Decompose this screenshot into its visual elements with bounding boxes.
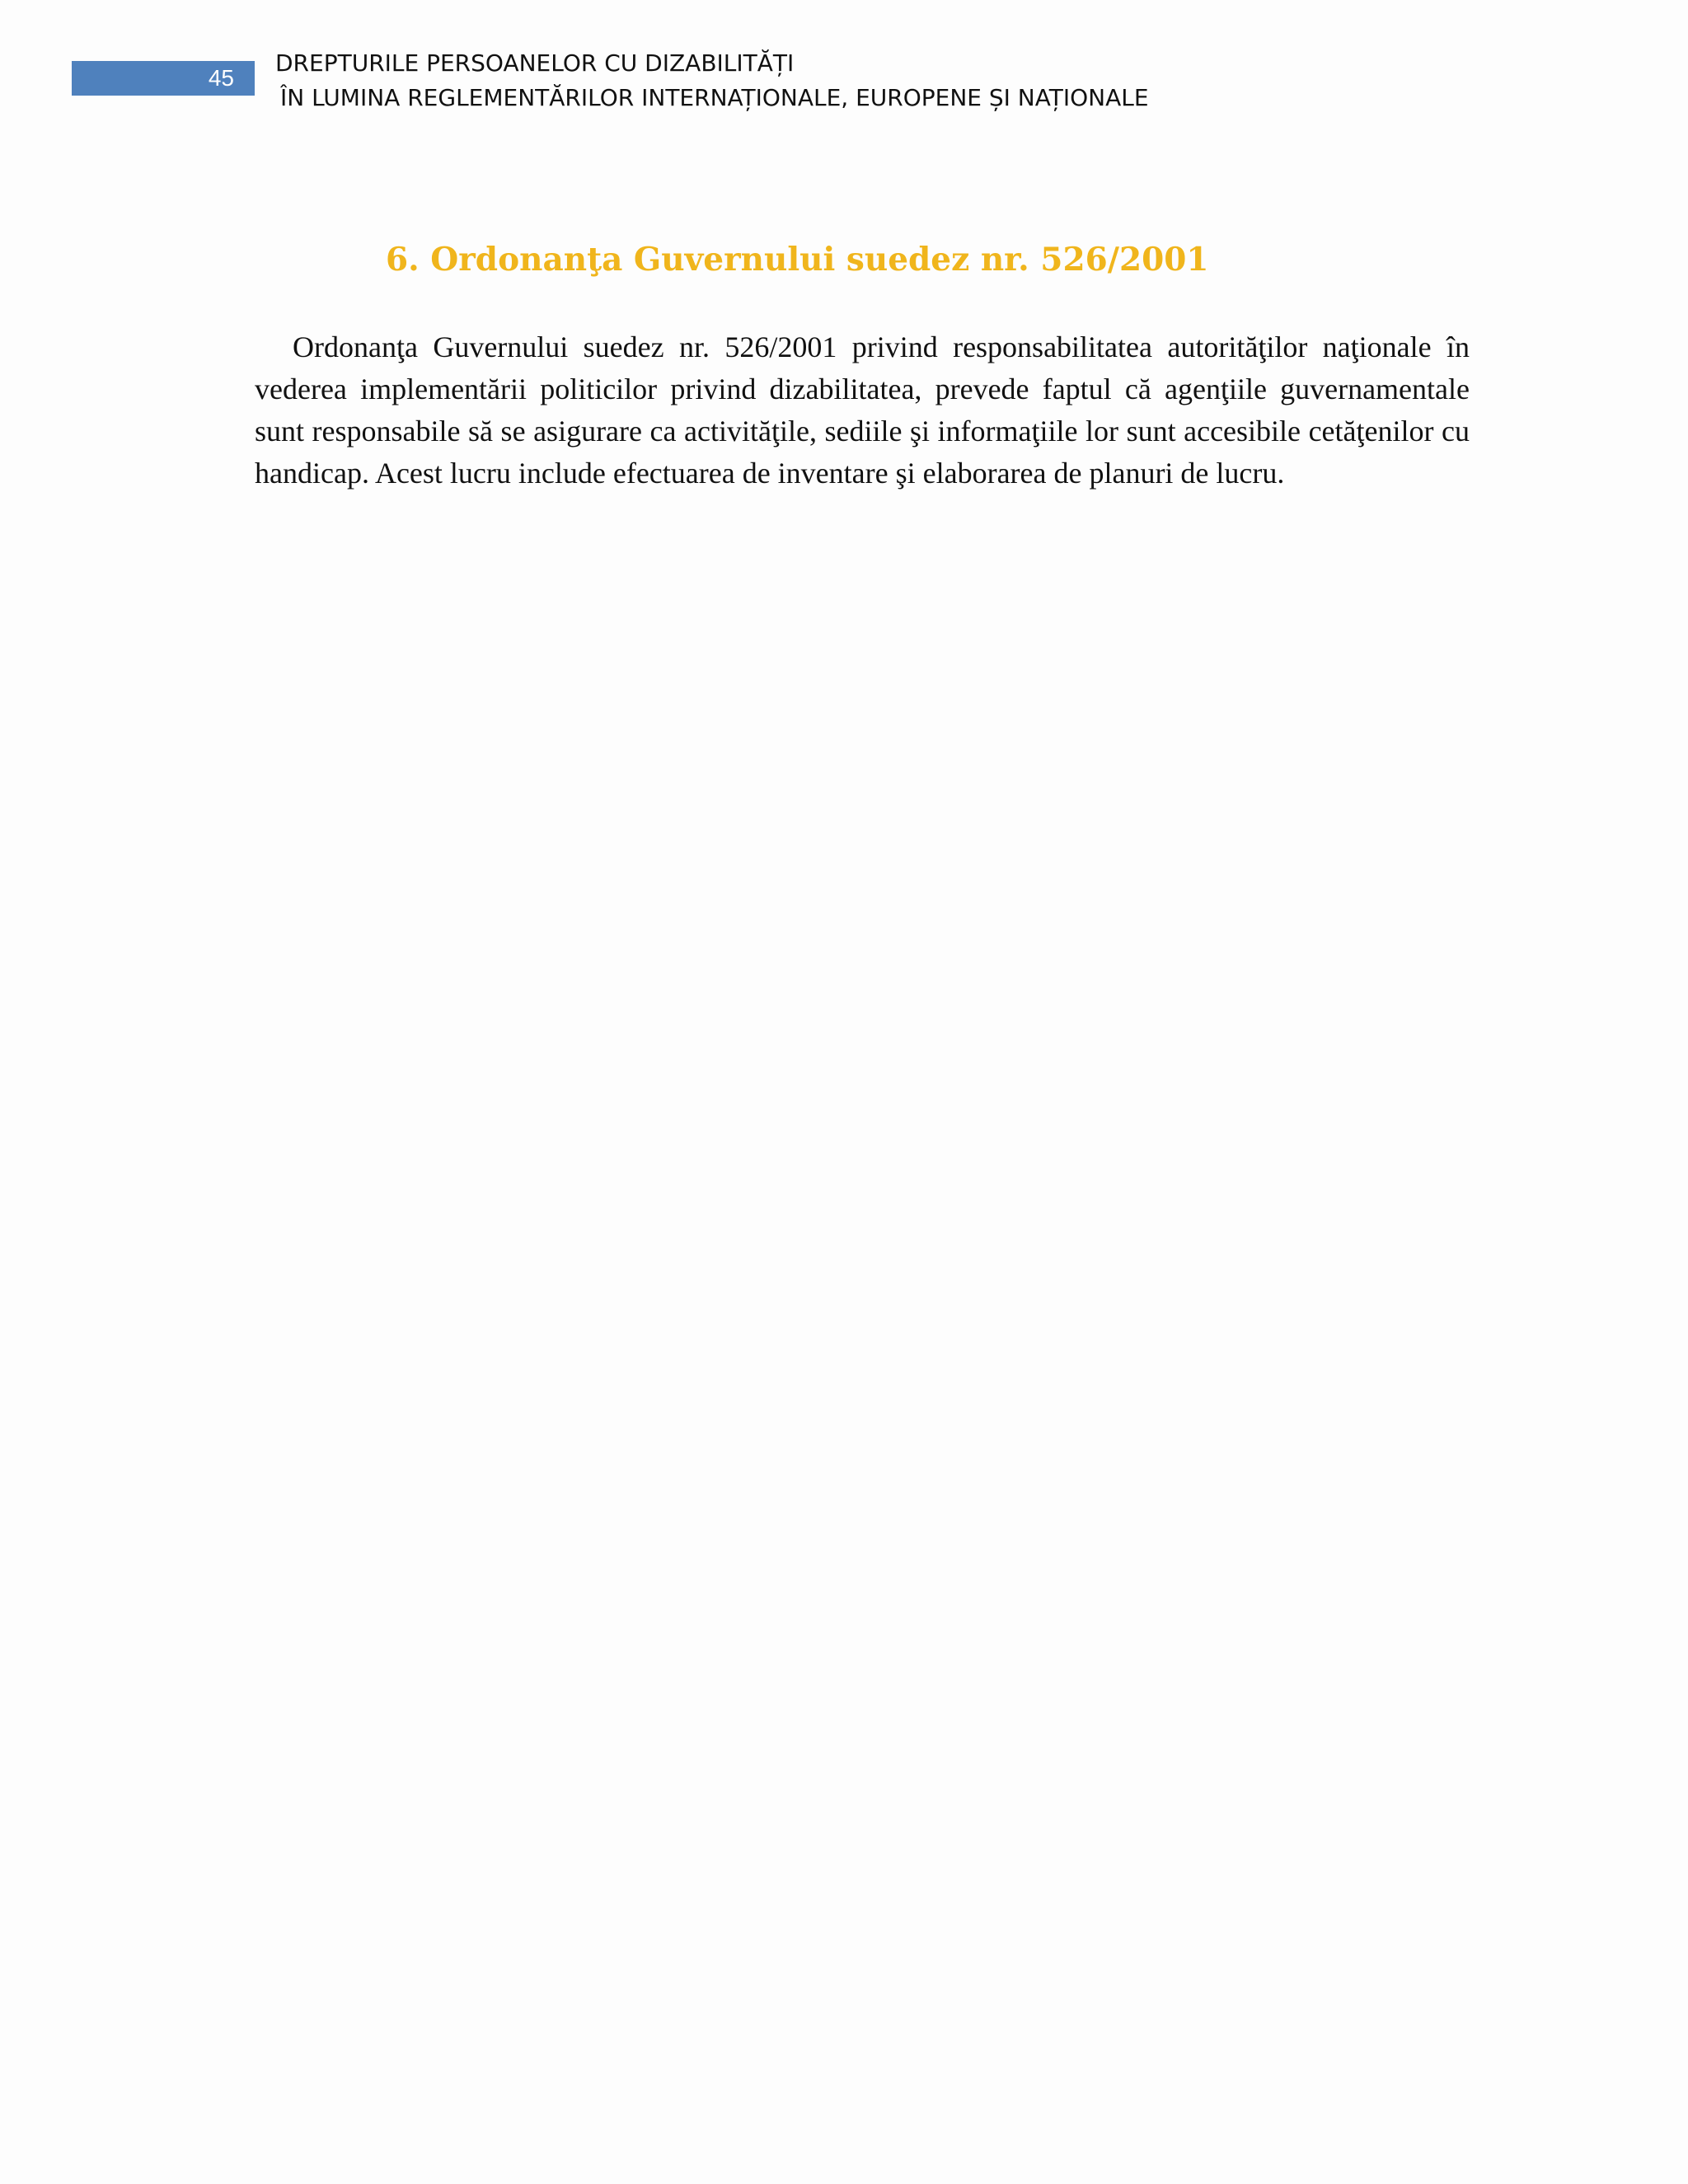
- body-paragraph: Ordonanţa Guvernului suedez nr. 526/2001 privind responsabilitatea autorităţilor naţionale în vederea implementării politicilor privind dizabilitatea, prevede faptul că agenţiile guvernamentale sunt responsabile să se asigurare ca activităţile, sediile şi informaţiile lor sunt accesibile cetăţenilor cu handicap. Acest lucru include efectuarea de inventare şi elaborarea de planuri de lucru.: [255, 330, 1470, 490]
- running-header-line-2: ÎN LUMINA REGLEMENTĂRILOR INTERNAȚIONALE, EUROPENE ȘI NAȚIONALE: [280, 84, 1149, 111]
- running-header: [275, 46, 1149, 115]
- page-number: 45: [72, 61, 255, 96]
- running-header-line-1: DREPTURILE PERSOANELOR CU DIZABILITĂȚI: [275, 49, 795, 77]
- section-title: 6. Ordonanţa Guvernului suedez nr. 526/2001: [386, 241, 1209, 279]
